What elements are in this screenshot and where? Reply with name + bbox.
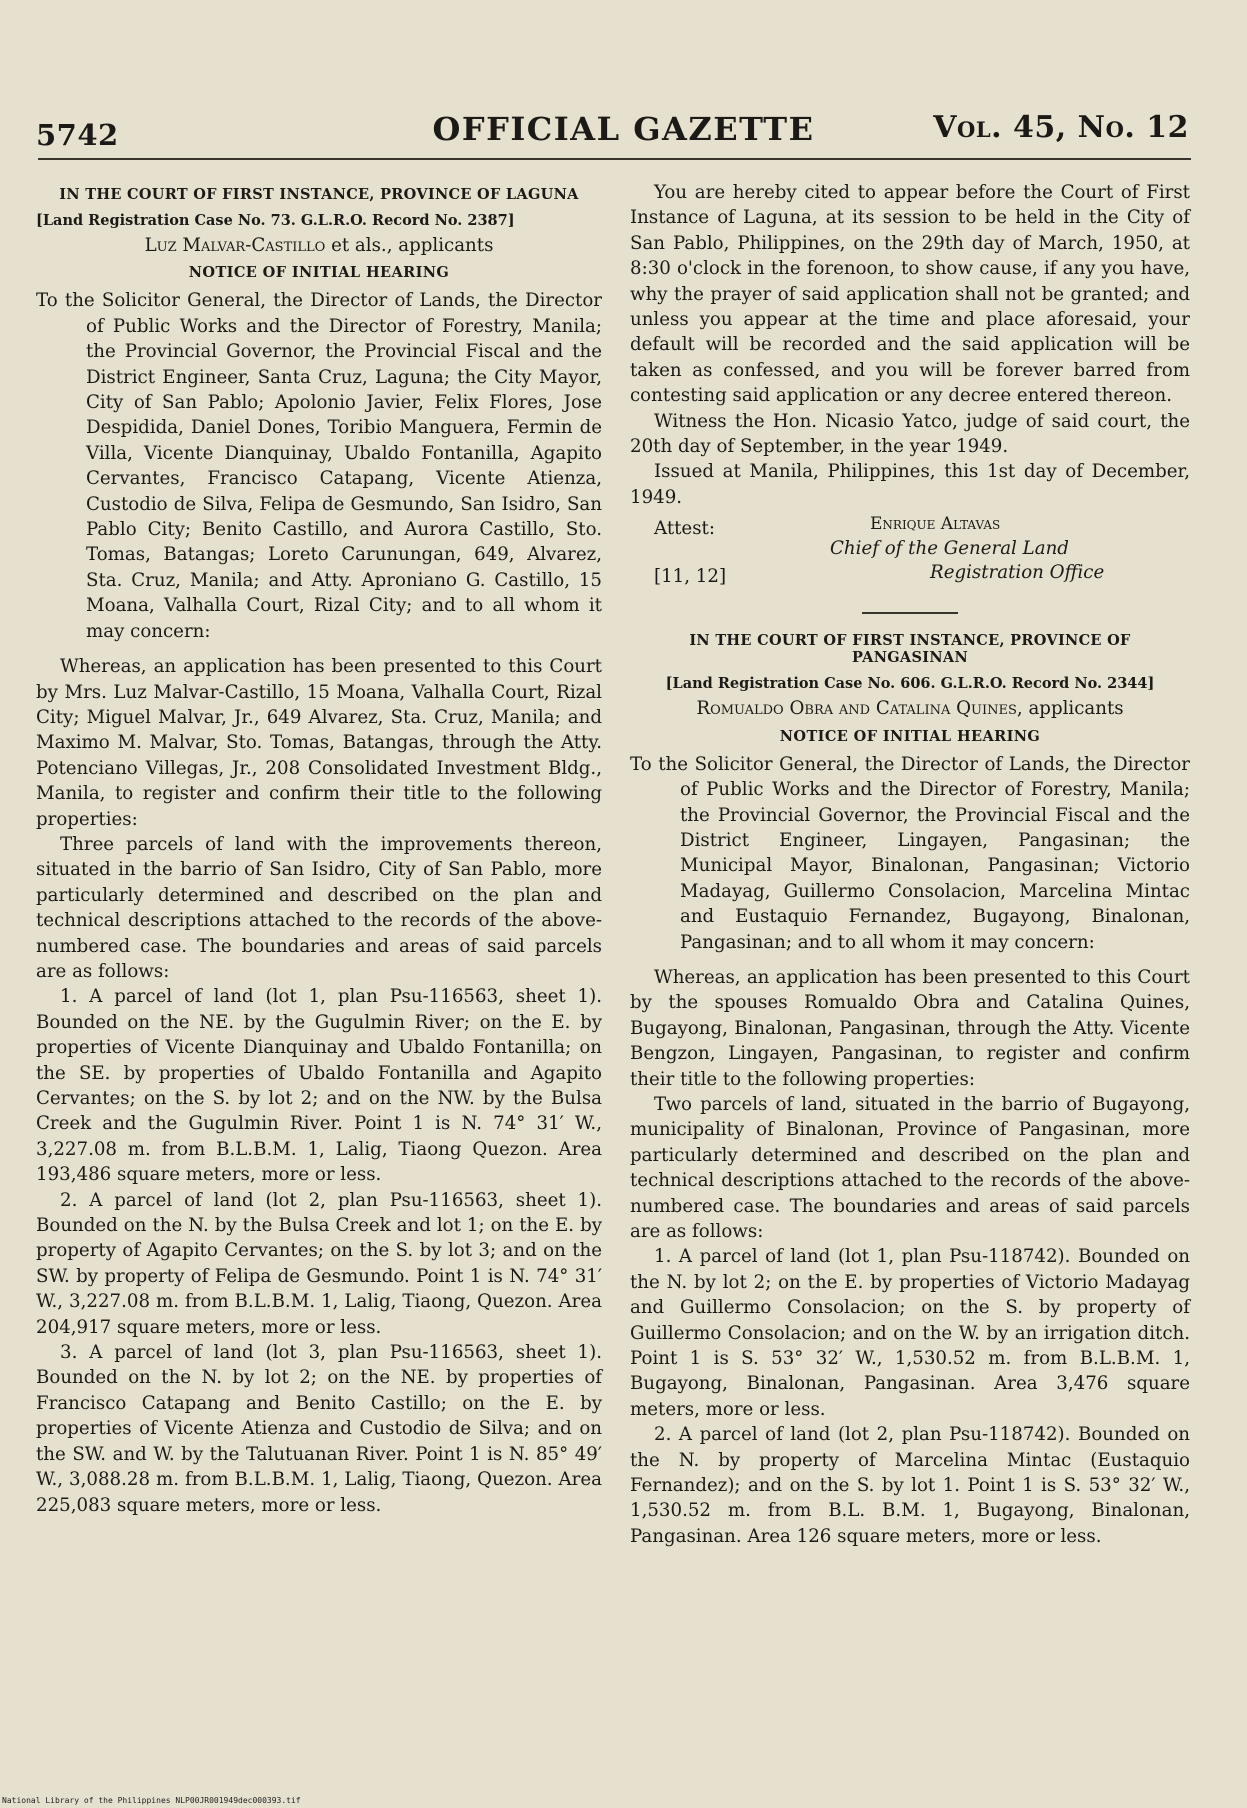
notice-heading-pangasinan: NOTICE OF INITIAL HEARING xyxy=(779,727,1041,745)
addressees-laguna: To the Solicitor General, the Director of Lands, the Director of Public Works and the Director of Forestry, Manila; the Provincial Governor, the Provincial Fiscal and the District Engineer, Santa Cruz, Laguna; the City Mayor, City of San Pablo; Apolonio Javier, Felix Flores, Jose Despidida, Daniel Dones, Toribio Manguera, Fermin de Villa, Vicente Dianquinay, Ubaldo Fontanilla, Agapito Cervantes, Francisco Catapang, Vicente Atienza, Custodio de Silva, Felipa de Gesmundo, San Isidro, San Pablo City; Benito Castillo, and Aurora Castillo, Sto. Tomas, Batangas; Loreto Carunungan, 649, Alvarez, Sta. Cruz, Manila; and Atty. Aproniano G. Castillo, 15 Moana, Valhalla Court, Rizal City; and to all whom it may concern: xyxy=(36,290,602,642)
whereas-paragraph-laguna: Whereas, an application has been presented to this Court by Mrs. Luz Malvar-Castillo, 15 Moana, Valhalla Court, Rizal City; Miguel Malvar, Jr., 649 Alvarez, Sta. Cruz, Manila; and Maximo M. Malvar, Sto. Tomas, Batangas, through the Atty. Potenciano Villegas, Jr., 208 Consolidated Investment Bldg., Manila, to register and confirm their title to the following properties: xyxy=(36,656,602,830)
citation-paragraph: You are hereby cited to appear before the Court of First Instance of Laguna, at its session to be held in the City of San Pablo, Philippines, on the 29th day of March, 1950, at 8:30 o'clock in the forenoon, to show cause, if any you have, why the prayer of said application shall not be granted; and unless you appear at the time and place aforesaid, your default will be recorded and the said application will be taken as confessed, and you will be forever barred from contesting said application or any decree entered thereon. xyxy=(630,182,1190,407)
parcel-3-laguna: 3. A parcel of land (lot 3, plan Psu-116563, sheet 1). Bounded on the N. by lot 2; on the NE. by properties of Francisco Catapang and Benito Castillo; on the E. by properties of Vicente Atienza and Custodio de Silva; and on the SW. and W. by the Talutuanan River. Point 1 is N. 85° 49′ W., 3,088.28 m. from B.L.B.M. 1, Lalig, Tiaong, Quezon. Area 225,083 square meters, more or less. xyxy=(36,1342,602,1516)
left-column xyxy=(36,180,602,1518)
notice-heading-laguna: NOTICE OF INITIAL HEARING xyxy=(188,264,450,282)
parcel-1-laguna: 1. A parcel of land (lot 1, plan Psu-116563, sheet 1). Bounded on the NE. by the Gugulmin River; on the E. by properties of Vicente Dianquinay and Ubaldo Fontanilla; on the SE. by properties of Ubaldo Fontanilla and Agapito Cervantes; on the S. by lot 2; and on the NW. by the Bulsa Creek and the Gugulmin River. Point 1 is N. 74° 31′ W., 3,227.08 m. from B.L.B.M. 1, Lalig, Tiaong Quezon. Area 193,486 square meters, more or less. xyxy=(36,986,602,1186)
issued-paragraph: Issued at Manila, Philippines, this 1st day of December, 1949. xyxy=(630,461,1190,508)
notice-separator xyxy=(862,612,958,614)
parcel-1-pangasinan: 1. A parcel of land (lot 1, plan Psu-118742). Bounded on the N. by lot 2; on the E. by properties of Victorio Madayag and Guillermo Consolacion; on the S. by property of Guillermo Consolacion; and on the W. by an irrigation ditch. Point 1 is S. 53° 32′ W., 1,530.52 m. from B.L.B.M. 1, Bugayong, Binalonan, Pangasinan. Area 3,476 square meters, more or less. xyxy=(630,1246,1190,1420)
scan-footer: National Library of the Philippines NLP00JR001949dec000393.tif xyxy=(2,1796,301,1805)
parcel-2-laguna: 2. A parcel of land (lot 2, plan Psu-116563, sheet 1). Bounded on the N. by the Bulsa Creek and lot 1; on the E. by property of Agapito Cervantes; on the S. by lot 3; and on the SW. by property of Felipa de Gesmundo. Point 1 is N. 74° 31′ W., 3,227.08 m. from B.L.B.M. 1, Lalig, Tiaong, Quezon. Area 204,917 square meters, more or less. xyxy=(36,1189,602,1338)
whereas-paragraph-pangasinan: Whereas, an application has been presented to this Court by the spouses Romualdo Obra and Catalina Quines, Bugayong, Binalonan, Pangasinan, through the Atty. Vicente Bengzon, Lingayen, Pangasinan, to register and confirm their title to the following properties: xyxy=(630,966,1190,1090)
parcels-intro-laguna: Three parcels of land with the improvements thereon, situated in the barrio of San Isidro, City of San Pablo, more particularly determined and described on the plan and technical descriptions attached to the records of the above-numbered case. The boundaries and areas of said parcels are as follows: xyxy=(36,833,602,982)
applicants-suffix: et als., applicants xyxy=(325,235,494,256)
addressees-pangasinan: To the Solicitor General, the Director of Lands, the Director of Public Works and the Director of Forestry, Manila; the Provincial Governor, the Provincial Fiscal and the District Engineer, Lingayen, Pangasinan; the Municipal Mayor, Binalonan, Pangasinan; Victorio Madayag, Guillermo Consolacion, Marcelina Mintac and Eustaquio Fernandez, Bugayong, Binalonan, Pangasinan; and to all whom it may concern: xyxy=(630,753,1190,953)
applicants-pangasinan xyxy=(630,696,1190,721)
parcel-2-pangasinan: 2. A parcel of land (lot 2, plan Psu-118742). Bounded on the N. by property of Marcelina Mintac (Eustaquio Fernandez); and on the S. by lot 1. Point 1 is S. 53° 32′ W., 1,530.52 m. from B.L. B.M. 1, Bugayong, Binalonan, Pangasinan. Area 126 square meters, more or less. xyxy=(630,1424,1190,1547)
applicants2-names: Romualdo Obra and Catalina Quines xyxy=(696,698,1017,720)
applicants2-suffix: , applicants xyxy=(1016,698,1124,720)
parcels-intro-pangasinan: Two parcels of land, situated in the barrio of Bugayong, municipality of Binalonan, Province of Pangasinan, more particularly determined and described on the plan and technical descriptions attached to the records of the above-numbered case. The boundaries and areas of said parcels are as follows: xyxy=(630,1093,1190,1242)
publication-title: OFFICIAL GAZETTE xyxy=(432,110,815,148)
issue-reference: [11, 12] xyxy=(654,566,727,588)
header-rule xyxy=(38,158,1191,160)
volume-number: Vol. 45, No. 12 xyxy=(933,110,1189,145)
court-heading-pangasinan: IN THE COURT OF FIRST INSTANCE, PROVINCE OF PANGASINAN xyxy=(689,632,1131,667)
applicants-names: Luz Malvar-Castillo xyxy=(144,235,326,256)
witness-paragraph: Witness the Hon. Nicasio Yatco, judge of said court, the 20th day of September, in the year 1949. xyxy=(630,410,1190,458)
applicants-laguna xyxy=(36,233,602,258)
attest-name: Enrique Altavas xyxy=(870,514,1001,535)
attest-label: Attest: xyxy=(654,518,715,540)
case-number-pangasinan: [Land Registration Case No. 606. G.L.R.O. Record No. 2344] xyxy=(665,675,1155,693)
right-column xyxy=(630,180,1190,1549)
attest-block xyxy=(630,512,1190,602)
attest-title-line-1: Chief of the General Land xyxy=(830,538,1069,560)
case-number-laguna: [Land Registration Case No. 73. G.L.R.O. Record No. 2387] xyxy=(36,212,515,229)
attest-title-line-2: Registration Office xyxy=(930,562,1105,584)
page-number: 5742 xyxy=(36,118,119,152)
court-heading-laguna: IN THE COURT OF FIRST INSTANCE, PROVINCE OF LAGUNA xyxy=(59,186,579,203)
